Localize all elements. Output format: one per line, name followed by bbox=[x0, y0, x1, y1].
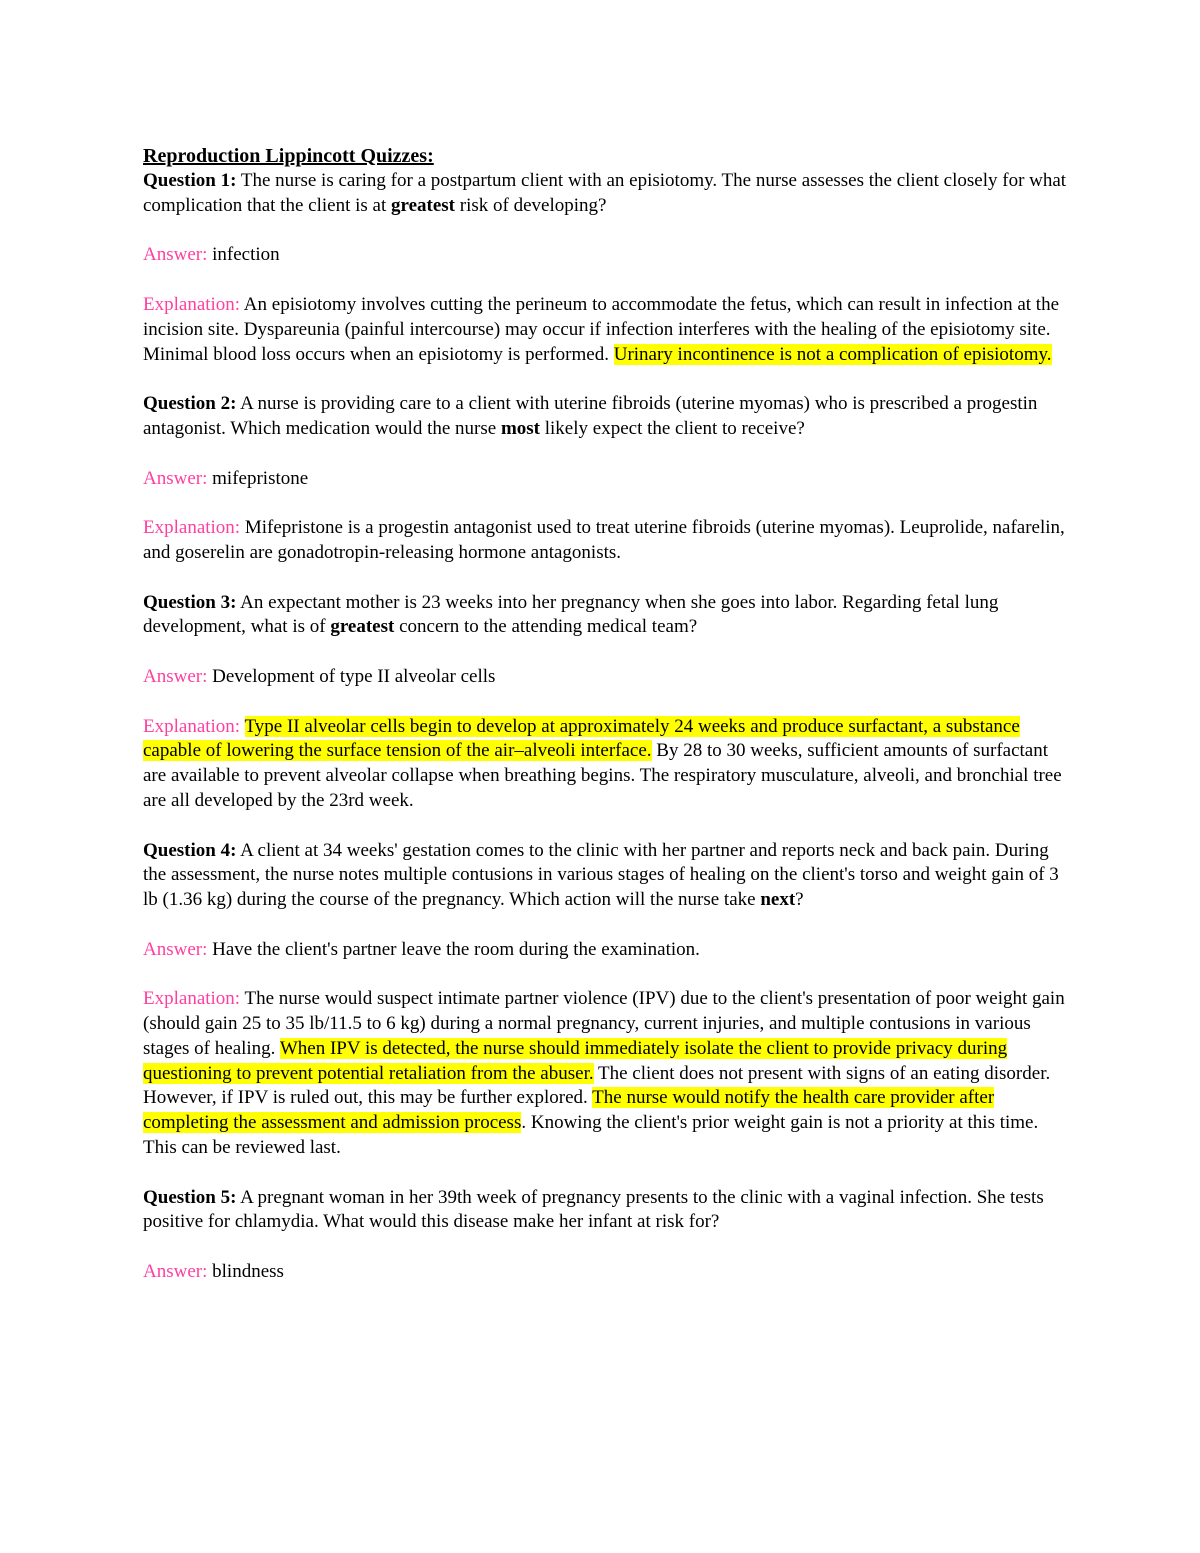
question-text: likely expect the client to receive? bbox=[540, 417, 805, 439]
question-text: A nurse is providing care to a client with uterine fibroids (uterine myomas) who is prescribed a progestin antagonist. Which medication would the nurse bbox=[143, 393, 1038, 439]
answer-label: Answer: bbox=[143, 1261, 208, 1283]
question-emphasis: greatest bbox=[390, 194, 455, 216]
question-text: A client at 34 weeks' gestation comes to the clinic with her partner and reports neck and back pain. During the assessment, the nurse notes multiple contusions in various stages of healing on the client's torso and weight gain of 3 lb (1.36 kg) during the course of the pregnancy. Which action will the nurse take bbox=[143, 839, 1059, 911]
answer-4 bbox=[143, 938, 1068, 963]
document-body bbox=[143, 143, 1068, 1310]
question-5 bbox=[143, 1186, 1068, 1236]
answer-text: mifepristone bbox=[212, 467, 309, 489]
answer-text: blindness bbox=[212, 1261, 284, 1283]
explanation-label: Explanation: bbox=[143, 988, 241, 1010]
question-3 bbox=[143, 591, 1068, 641]
highlighted-text: The nurse would notify the health care provider after completing the assessment and admission process bbox=[143, 1087, 995, 1134]
page-title: Reproduction Lippincott Quizzes: bbox=[143, 145, 434, 167]
question-1 bbox=[143, 169, 1068, 219]
answer-1 bbox=[143, 243, 1068, 268]
question-text: A pregnant woman in her 39th week of pregnancy presents to the clinic with a vaginal infection. She tests positive for chlamydia. What would this disease make her infant at risk for? bbox=[143, 1186, 1044, 1233]
explanation-text: . Knowing the client's prior weight gain is not a priority at this time. This can be reviewed last. bbox=[143, 1112, 1039, 1159]
question-text: risk of developing? bbox=[455, 194, 607, 216]
question-emphasis: next bbox=[760, 889, 796, 911]
explanation-3 bbox=[143, 715, 1068, 814]
question-label: Question 4: bbox=[143, 839, 237, 861]
answer-label: Answer: bbox=[143, 665, 208, 687]
answer-3 bbox=[143, 665, 1068, 690]
answer-2 bbox=[143, 467, 1068, 492]
explanation-text: Mifepristone is a progestin antagonist used to treat uterine fibroids (uterine myomas). Leuprolide, nafarelin, and goserelin are gonadotropin-releasing hormone antagonists. bbox=[143, 517, 1065, 563]
answer-label: Answer: bbox=[143, 467, 208, 489]
question-2 bbox=[143, 392, 1068, 442]
answer-text: infection bbox=[212, 244, 280, 266]
question-label: Question 5: bbox=[143, 1186, 237, 1208]
explanation-text: By 28 to 30 weeks, sufficient amounts of surfactant are available to prevent alveolar collapse when breathing begins. The respiratory musculature, alveoli, and bronchial tree are all developed by the 23rd week. bbox=[143, 740, 1062, 811]
question-emphasis: greatest bbox=[330, 616, 395, 638]
highlighted-text: Type II alveolar cells begin to develop at approximately 24 weeks and produce surfactant, a substance capable of lowering the surface tension of the air–alveoli interface. bbox=[143, 715, 1020, 762]
question-label: Question 3: bbox=[143, 591, 237, 613]
explanation-2 bbox=[143, 516, 1068, 566]
explanation-text: The nurse would suspect intimate partner violence (IPV) due to the client's presentation of poor weight gain (should gain 25 to 35 lb/11.5 to 6 kg) during a normal pregnancy, current injuries, and multiple contusions in various stages of healing. bbox=[143, 988, 1065, 1059]
answer-label: Answer: bbox=[143, 244, 208, 266]
explanation-text: An episiotomy involves cutting the perineum to accommodate the fetus, which can result in infection at the incision site. Dyspareunia (painful intercourse) may occur if infection interferes with the healing of the episiotomy site. Minimal blood loss occurs when an episiotomy is performed. bbox=[143, 293, 1059, 365]
explanation-label: Explanation: bbox=[143, 517, 241, 539]
question-text: An expectant mother is 23 weeks into her pregnancy when she goes into labor. Regarding fetal lung development, what is of bbox=[143, 591, 999, 638]
answer-text: Development of type II alveolar cells bbox=[212, 665, 496, 687]
explanation-label: Explanation: bbox=[143, 715, 241, 737]
highlighted-text: When IPV is detected, the nurse should immediately isolate the client to provide privacy during questioning to prevent potential retaliation from the abuser. bbox=[143, 1037, 1008, 1084]
highlighted-text: Urinary incontinence is not a complication of episiotomy. bbox=[613, 343, 1052, 365]
answer-5 bbox=[143, 1260, 1068, 1285]
question-text: concern to the attending medical team? bbox=[394, 616, 698, 638]
answer-text: Have the client's partner leave the room during the examination. bbox=[212, 938, 700, 960]
answer-label: Answer: bbox=[143, 938, 208, 960]
question-emphasis: most bbox=[500, 417, 540, 439]
explanation-text: The client does not present with signs of an eating disorder. However, if IPV is ruled out, this may be further explored. bbox=[143, 1062, 1051, 1109]
question-text: ? bbox=[795, 889, 804, 911]
explanation-label: Explanation: bbox=[143, 293, 241, 315]
question-text: The nurse is caring for a postpartum client with an episiotomy. The nurse assesses the client closely for what complication that the client is at bbox=[143, 170, 1067, 216]
question-4 bbox=[143, 839, 1068, 913]
question-label: Question 2: bbox=[143, 393, 237, 415]
explanation-4 bbox=[143, 987, 1068, 1161]
question-label: Question 1: bbox=[143, 170, 237, 191]
explanation-1 bbox=[143, 293, 1068, 367]
